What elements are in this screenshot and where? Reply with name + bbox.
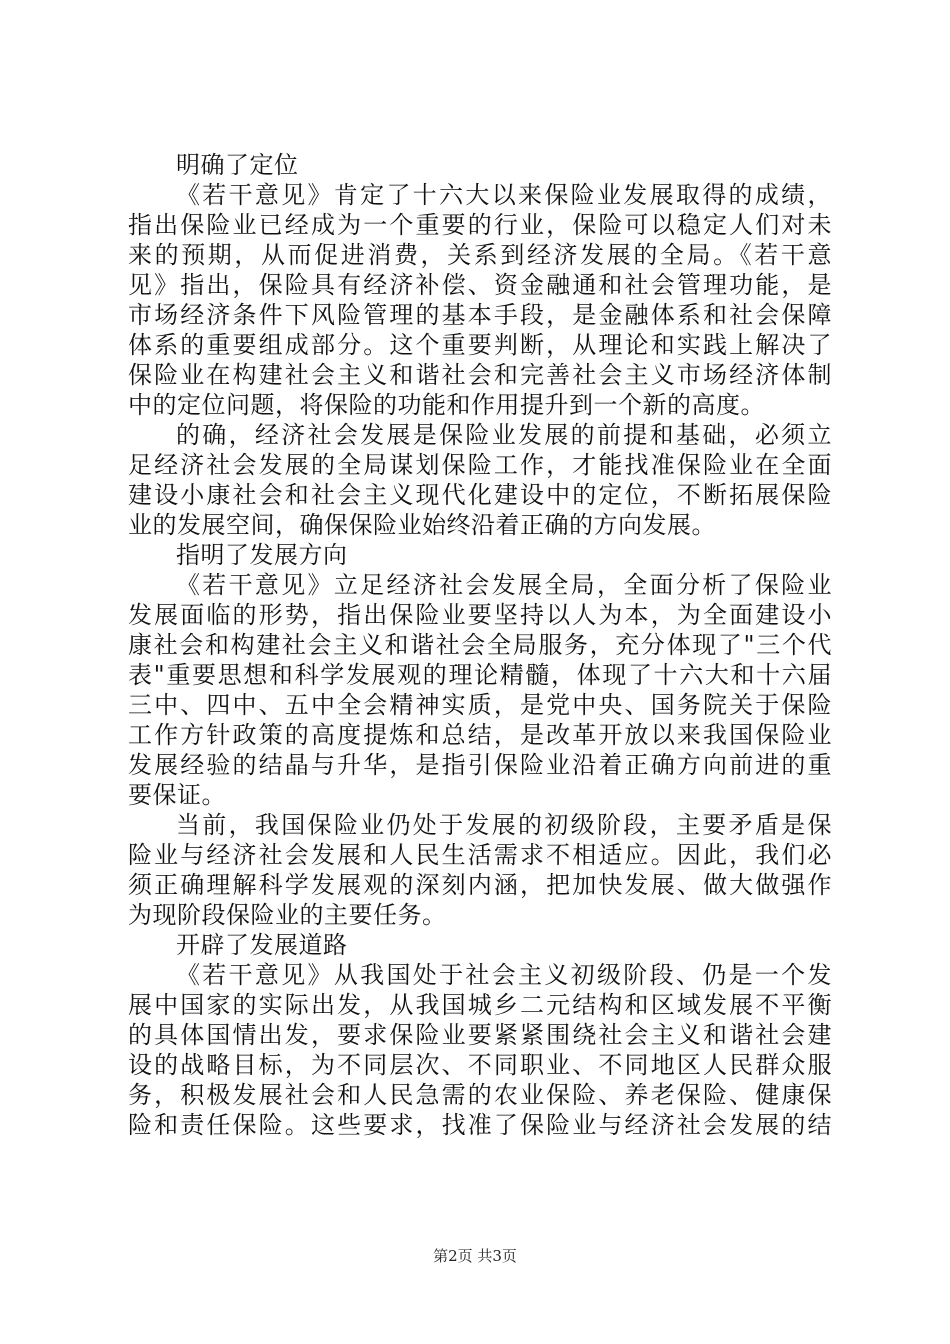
text-line: 指明了发展方向 (176, 541, 348, 569)
text-line: 明确了定位 (176, 151, 299, 179)
text-line: 展中国家的实际出发，从我国城乡二元结构和区域发展不平衡 (128, 991, 832, 1019)
text-line: 见》指出，保险具有经济补偿、资金融通和社会管理功能，是 (128, 271, 832, 299)
text-line: 当前，我国保险业仍处于发展的初级阶段，主要矛盾是保 (176, 811, 832, 839)
text-line: 市场经济条件下风险管理的基本手段，是金融体系和社会保障 (128, 301, 832, 329)
text-line: 保险业在构建社会主义和谐社会和完善社会主义市场经济体制 (128, 361, 832, 389)
text-line: 建设小康社会和社会主义现代化建设中的定位，不断拓展保险 (128, 481, 832, 509)
text-line: 三中、四中、五中全会精神实质，是党中央、国务院关于保险 (128, 691, 832, 719)
text-line: 来的预期，从而促进消费，关系到经济发展的全局。《若干意 (128, 241, 832, 269)
text-line: 《若干意见》从我国处于社会主义初级阶段、仍是一个发 (176, 961, 832, 989)
text-line: 为现阶段保险业的主要任务。 (128, 901, 447, 929)
text-line: 业的发展空间，确保保险业始终沿着正确的方向发展。 (128, 511, 716, 539)
text-line: 须正确理解科学发展观的深刻内涵，把加快发展、做大做强作 (128, 871, 832, 899)
text-line: 的具体国情出发，要求保险业要紧紧围绕社会主义和谐社会建 (128, 1021, 832, 1049)
text-line: 工作方针政策的高度提炼和总结，是改革开放以来我国保险业 (128, 721, 832, 749)
text-line: 表"重要思想和科学发展观的理论精髓，体现了十六大和十六届 (128, 661, 832, 689)
text-line: 《若干意见》立足经济社会发展全局，全面分析了保险业 (176, 571, 832, 599)
text-line: 险和责任保险。这些要求，找准了保险业与经济社会发展的结 (128, 1111, 832, 1139)
text-line: 康社会和构建社会主义和谐社会全局服务，充分体现了"三个代 (128, 631, 832, 659)
text-line: 开辟了发展道路 (176, 931, 348, 959)
page-footer: 第2页 共3页 (433, 1247, 517, 1265)
text-line: 发展经验的结晶与升华，是指引保险业沿着正确方向前进的重 (128, 751, 832, 779)
text-line: 务，积极发展社会和人民急需的农业保险、养老保险、健康保 (128, 1081, 832, 1109)
text-line: 体系的重要组成部分。这个重要判断，从理论和实践上解决了 (128, 331, 832, 359)
text-line: 指出保险业已经成为一个重要的行业，保险可以稳定人们对未 (128, 211, 832, 239)
text-line: 要保证。 (128, 781, 226, 809)
text-line: 险业与经济社会发展和人民生活需求不相适应。因此，我们必 (128, 841, 832, 869)
text-line: 发展面临的形势，指出保险业要坚持以人为本，为全面建设小 (128, 601, 832, 629)
document-body (128, 150, 832, 1140)
text-line: 的确，经济社会发展是保险业发展的前提和基础，必须立 (176, 421, 832, 449)
text-line: 中的定位问题，将保险的功能和作用提升到一个新的高度。 (128, 391, 765, 419)
text-line: 《若干意见》肯定了十六大以来保险业发展取得的成绩， (176, 181, 832, 209)
text-line: 足经济社会发展的全局谋划保险工作，才能找准保险业在全面 (128, 451, 832, 479)
text-line: 设的战略目标，为不同层次、不同职业、不同地区人民群众服 (128, 1051, 832, 1079)
